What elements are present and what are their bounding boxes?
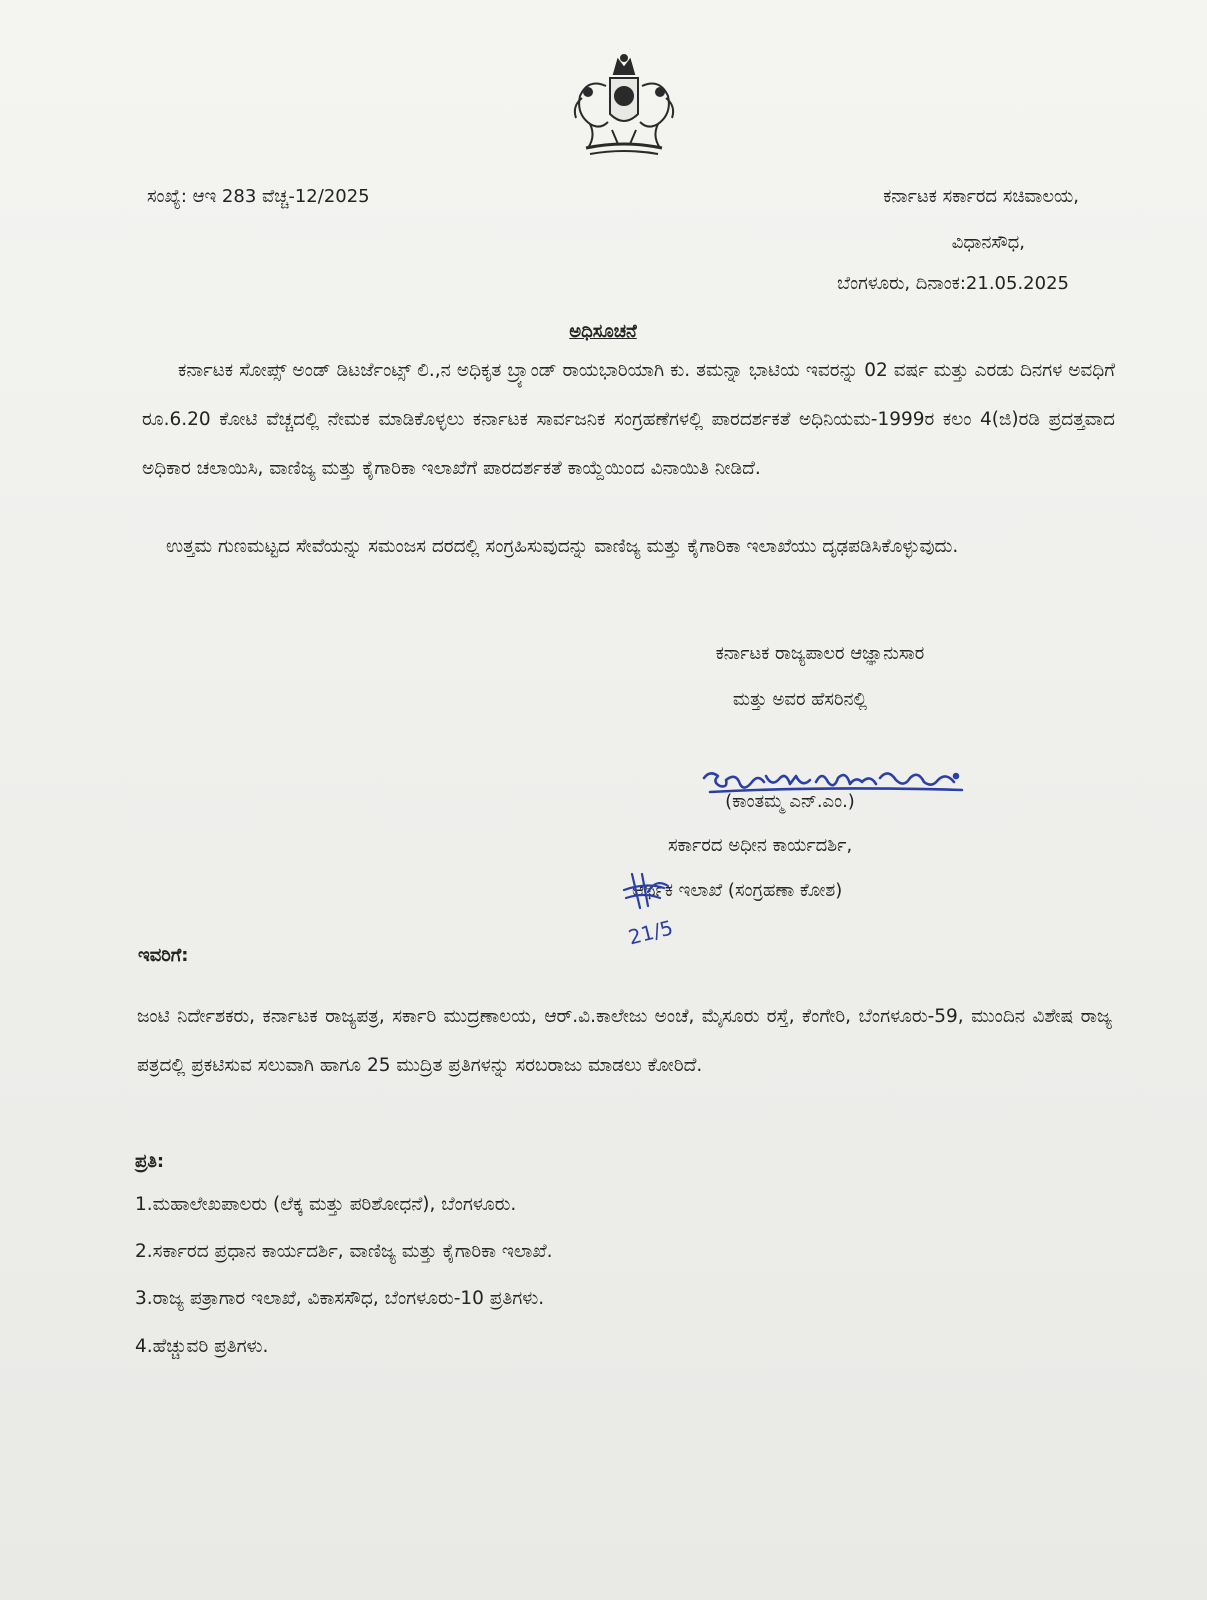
recipient-label: ಇವರಿಗೆ: <box>138 945 189 966</box>
reference-number: ಸಂಖ್ಯೆ: ಆಇ 283 ವೆಚ್ಚ-12/2025 <box>147 186 370 207</box>
recipient-text: ಜಂಟಿ ನಿರ್ದೇಶಕರು, ಕರ್ನಾಟಕ ರಾಜ್ಯಪತ್ರ, ಸರ್ಕಾರಿ ಮುದ್ರಣಾಲಯ, ಆರ್.ವಿ.ಕಾಲೇಜು ಅಂಚೆ, ಮೈಸೂರು ರಸ್ತೆ, ಕೆಂಗೇರಿ, ಬೆಂಗಳೂರು-59, ಮುಂದಿನ ವಿಶೇಷ ರಾಜ್ಯ ಪತ್ರದಲ್ಲಿ ಪ್ರಕಟಿಸುವ ಸಲುವಾಗಿ ಹಾಗೂ 25 ಮುದ್ರಿತ ಪ್ರತಿಗಳನ್ನು ಸರಬರಾಜು ಮಾಡಲು ಕೋರಿದೆ. <box>137 1006 1112 1076</box>
copy-item-3: 3.ರಾಜ್ಯ ಪತ್ರಾಗಾರ ಇಲಾಖೆ, ವಿಕಾಸಸೌಧ, ಬೆಂಗಳೂರು-10 ಪ್ರತಿಗಳು. <box>135 1288 545 1309</box>
notification-paragraph-1 <box>142 346 1115 493</box>
office-name: ಕರ್ನಾಟಕ ಸರ್ಕಾರದ ಸಚಿವಾಲಯ, <box>883 186 1079 207</box>
state-emblem-icon <box>566 52 682 164</box>
signatory-department: ಆರ್ಥಿಕ ಇಲಾಖೆ (ಸಂಗ್ರಹಣಾ ಕೋಶ) <box>632 880 843 901</box>
copy-item-1: 1.ಮಹಾಲೇಖಪಾಲರು (ಲೆಕ್ಕ ಮತ್ತು ಪರಿಶೋಧನೆ), ಬೆಂಗಳೂರು. <box>135 1194 517 1215</box>
signatory-designation: ಸರ್ಕಾರದ ಅಧೀನ ಕಾರ್ಯದರ್ಶಿ, <box>668 835 853 856</box>
copies-label: ಪ್ರತಿ: <box>135 1151 165 1172</box>
paragraph-2-text: ಉತ್ತಮ ಗುಣಮಟ್ಟದ ಸೇವೆಯನ್ನು ಸಮಂಜಸ ದರದಲ್ಲಿ ಸಂಗ್ರಹಿಸುವುದನ್ನು ವಾಣಿಜ್ಯ ಮತ್ತು ಕೈಗಾರಿಕಾ ಇಲಾಖೆಯು ದೃಢಪಡಿಸಿಕೊಳ್ಳುವುದು. <box>166 536 959 557</box>
place-and-date: ಬೆಂಗಳೂರು, ದಿನಾಂಕ:21.05.2025 <box>837 273 1069 294</box>
initial-mark <box>618 868 688 954</box>
paragraph-1-text: ಕರ್ನಾಟಕ ಸೋಪ್ಸ್ ಅಂಡ್ ಡಿಟರ್ಜೆಂಟ್ಸ್ ಲಿ.,ನ ಅಧಿಕೃತ ಬ್ರ್ಯಾಂಡ್ ರಾಯಭಾರಿಯಾಗಿ ಕು. ತಮನ್ನಾ ಭಾಟಿಯ ಇವರನ್ನು 02 ವರ್ಷ ಮತ್ತು ಎರಡು ದಿನಗಳ ಅವಧಿಗೆ ರೂ.6.20 ಕೋಟಿ ವೆಚ್ಚದಲ್ಲಿ ನೇಮಕ ಮಾಡಿಕೊಳ್ಳಲು ಕರ್ನಾಟಕ ಸಾರ್ವಜನಿಕ ಸಂಗ್ರಹಣೆಗಳಲ್ಲಿ ಪಾರದರ್ಶಕತೆ ಅಧಿನಿಯಮ-1999ರ ಕಲಂ 4(ಜಿ)ರಡಿ ಪ್ರದತ್ತವಾದ ಅಧಿಕಾರ ಚಲಾಯಿಸಿ, ವಾಣಿಜ್ಯ ಮತ್ತು ಕೈಗಾರಿಕಾ ಇಲಾಖೆಗೆ ಪಾರದರ್ಶಕತೆ ಕಾಯ್ದೆಯಿಂದ ವಿನಾಯಿತಿ ನೀಡಿದೆ. <box>142 360 1115 479</box>
notification-paragraph-2 <box>142 522 1115 571</box>
office-building: ವಿಧಾನಸೌಧ, <box>951 232 1025 253</box>
order-line-2: ಮತ್ತು ಅವರ ಹೆಸರಿನಲ್ಲಿ <box>732 689 868 710</box>
signatory-name: (ಕಾಂತಮ್ಮ ಎನ್.ಎಂ.) <box>725 791 855 812</box>
notification-title: ಅಧಿಸೂಚನೆ <box>569 321 637 342</box>
copy-item-2: 2.ಸರ್ಕಾರದ ಪ್ರಧಾನ ಕಾರ್ಯದರ್ಶಿ, ವಾಣಿಜ್ಯ ಮತ್ತು ಕೈಗಾರಿಕಾ ಇಲಾಖೆ. <box>135 1241 553 1262</box>
order-line-1: ಕರ್ನಾಟಕ ರಾಜ್ಯಪಾಲರ ಆಜ್ಞಾನುಸಾರ <box>715 643 925 664</box>
copy-item-4: 4.ಹೆಚ್ಚುವರಿ ಪ್ರತಿಗಳು. <box>135 1336 269 1357</box>
initial-date: 21/5 <box>625 915 676 950</box>
